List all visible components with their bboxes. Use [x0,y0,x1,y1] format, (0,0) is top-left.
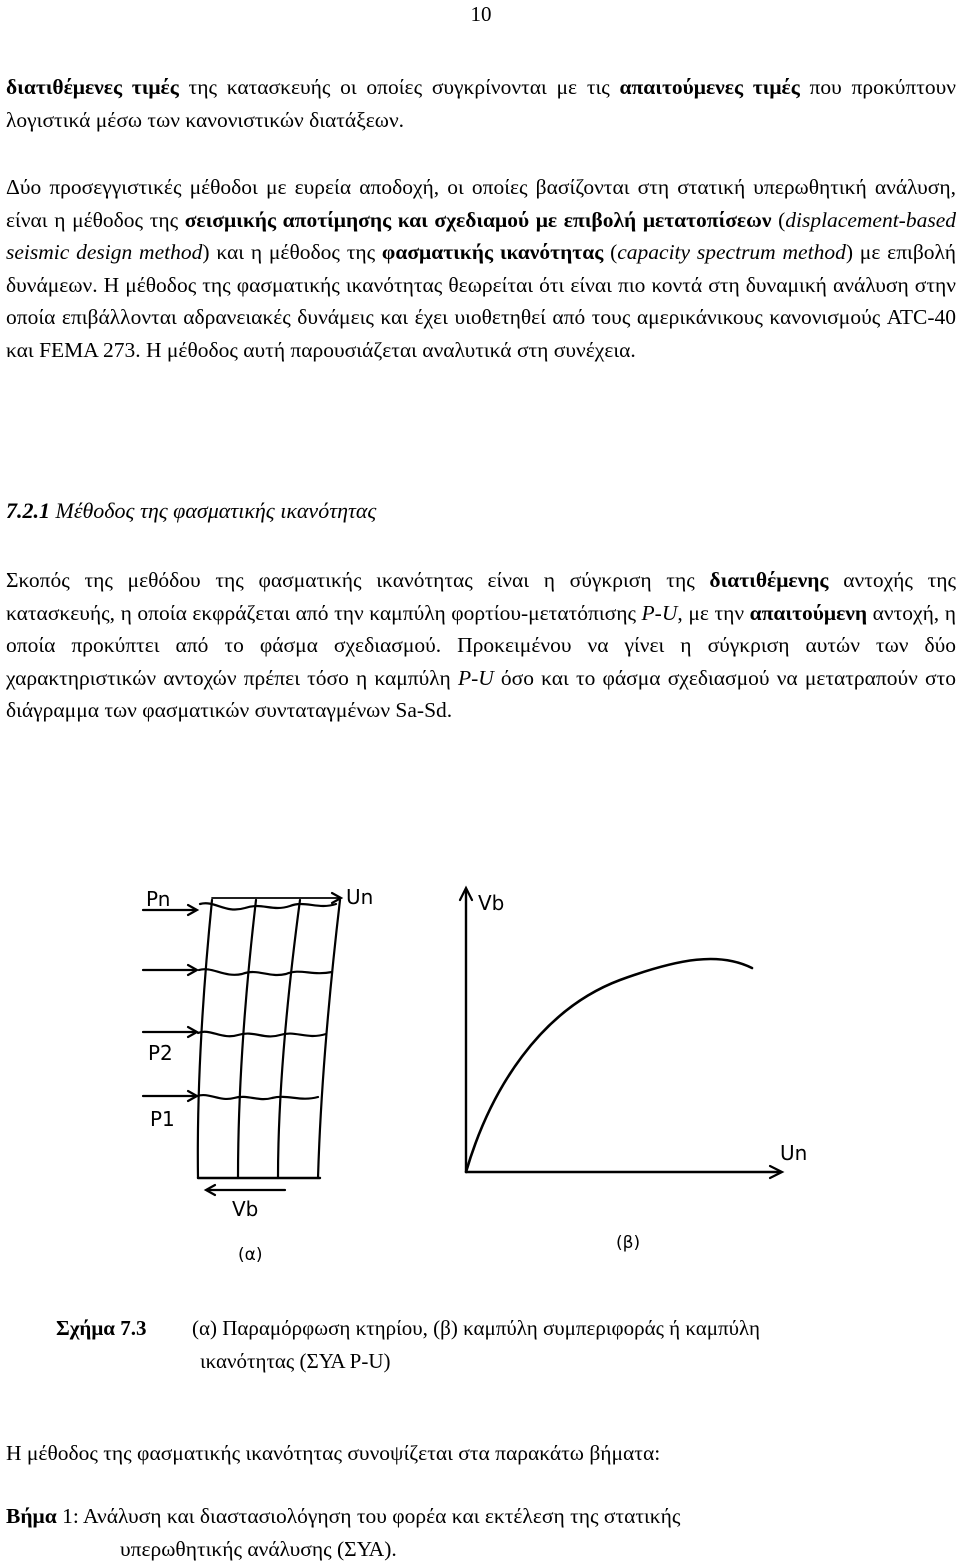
term-available: διατιθέμενης [709,568,829,592]
text-span: ( [771,207,786,232]
text-span: ) με επιβολή δυνάμεων. Η μέθοδος της φασματικής ικανότητας θεωρείται ότι είναι πιο κοντά στη δυναμική ανάλυση στην οποία επιβάλλονται αδρανειακές δυνάμεις και έχει υιοθετηθεί από τους αμερικάνικους κανονισμούς ATC-40 και FEMA 273. Η μέθοδος αυτή παρουσιάζεται αναλυτικά στη συνέχεια. [6,240,957,362]
text-span: Δύο προσεγγιστικές μέθοδοι με ευρεία αποδοχή, οι οποίες βασίζονται στη στατική υπερωθητική ανάλυση, είναι η μέθοδος της [6,175,956,232]
step-number: 1 [56,1504,73,1528]
term-required: απαιτούμενη [749,600,868,625]
column-line [198,900,212,1178]
step-line-2: υπερωθητικής ανάλυσης (ΣΥΑ). [120,1536,397,1561]
caption-line-1: (α) Παραμόρφωση κτηρίου, (β) καμπύλη συμπεριφοράς ή καμπύλη [192,1316,761,1340]
term-capacity-spectrum: φασματικής ικανότητας [381,240,604,264]
column-line [318,900,340,1178]
floor-line [197,1095,318,1099]
caption-line-2: ικανότητας (ΣΥΑ P-U) [200,1349,391,1373]
capacity-curve-b [460,888,782,1178]
floor-line [200,903,336,909]
label-pn: Pn [146,887,171,911]
label-un-a: Un [346,885,374,909]
figure-drawing [0,870,960,1290]
paragraph-purpose [6,564,956,727]
text-span: , με την [677,600,750,625]
text-span: όσο και το φάσμα σχεδιασμού να μετατραπούν στο διάγραμμα των φασματικών συνταταγμένων Sa-Sd. [6,665,957,722]
label-p2: P2 [148,1041,173,1065]
term-pu: P-U [457,665,494,690]
figure-7-3 [0,870,960,1290]
column-line [278,900,300,1178]
paragraph-methods [6,171,956,366]
text-span: της κατασκευής οι οποίες συγκρίνονται με τις [178,75,620,99]
text-span: Σκοπός της μεθόδου της φασματικής ικανότητας είναι η σύγκριση της [6,568,710,592]
term-required-values: απαιτούμενες τιμές [619,75,800,99]
text-span: αντοχή, η οποία προκύπτει από το φάσμα σχεδιασμού. Προκειμένου να γίνει η σύγκριση αυτών των δύο χαρακτηριστικών αντοχών πρέπει τόσο η καμπύλη [6,600,956,690]
label-vb-a: Vb [232,1197,259,1221]
paragraph-intro [6,71,956,136]
label-vb-b: Vb [478,891,505,915]
column-line [238,900,256,1178]
term-available-values: διατιθέμενες τιμές [6,75,179,99]
term-capacity-spectrum-en: capacity spectrum method [617,240,846,264]
step-line-1: : Ανάλυση και διαστασιολόγηση του φορέα και εκτέλεση της στατικής [72,1504,681,1528]
figure-caption [56,1312,936,1378]
term-pu: P-U [641,600,678,625]
term-displacement-method: σεισμικής αποτίμησης και σχεδιαμού με επιβολή μετατοπίσεων [184,207,772,232]
term-displacement-method-en: displacement-based seismic design method [6,207,956,264]
section-title: Μέθοδος της φασματικής ικανότητας [50,498,377,523]
page-number: 10 [470,2,492,26]
text-span: ) και η μέθοδος της [202,240,382,264]
text-span: που προκύπτουν λογιστικά μέσω των κανονιστικών διατάξεων. [6,75,956,132]
caption-label: Σχήμα 7.3 [56,1316,147,1340]
floor-line [199,969,332,975]
step-label: Βήμα [6,1504,57,1528]
text-span: ( [603,240,618,264]
label-caption-b: (β) [616,1233,641,1253]
step-1 [6,1500,956,1565]
label-p1: P1 [150,1107,175,1131]
floor-line [198,1032,326,1037]
text-span: αντοχής της κατασκευής, η οποία εκφράζεται από την καμπύλη φορτίου-μετατόπισης [6,568,956,625]
section-heading [6,498,376,524]
section-number: 7.2.1 [6,498,50,523]
label-caption-a: (α) [238,1245,263,1265]
pu-curve [466,959,752,1172]
paragraph-summary: Η μέθοδος της φασματικής ικανότητας συνοψίζεται στα παρακάτω βήματα: [6,1441,661,1465]
label-un-b: Un [780,1141,808,1165]
